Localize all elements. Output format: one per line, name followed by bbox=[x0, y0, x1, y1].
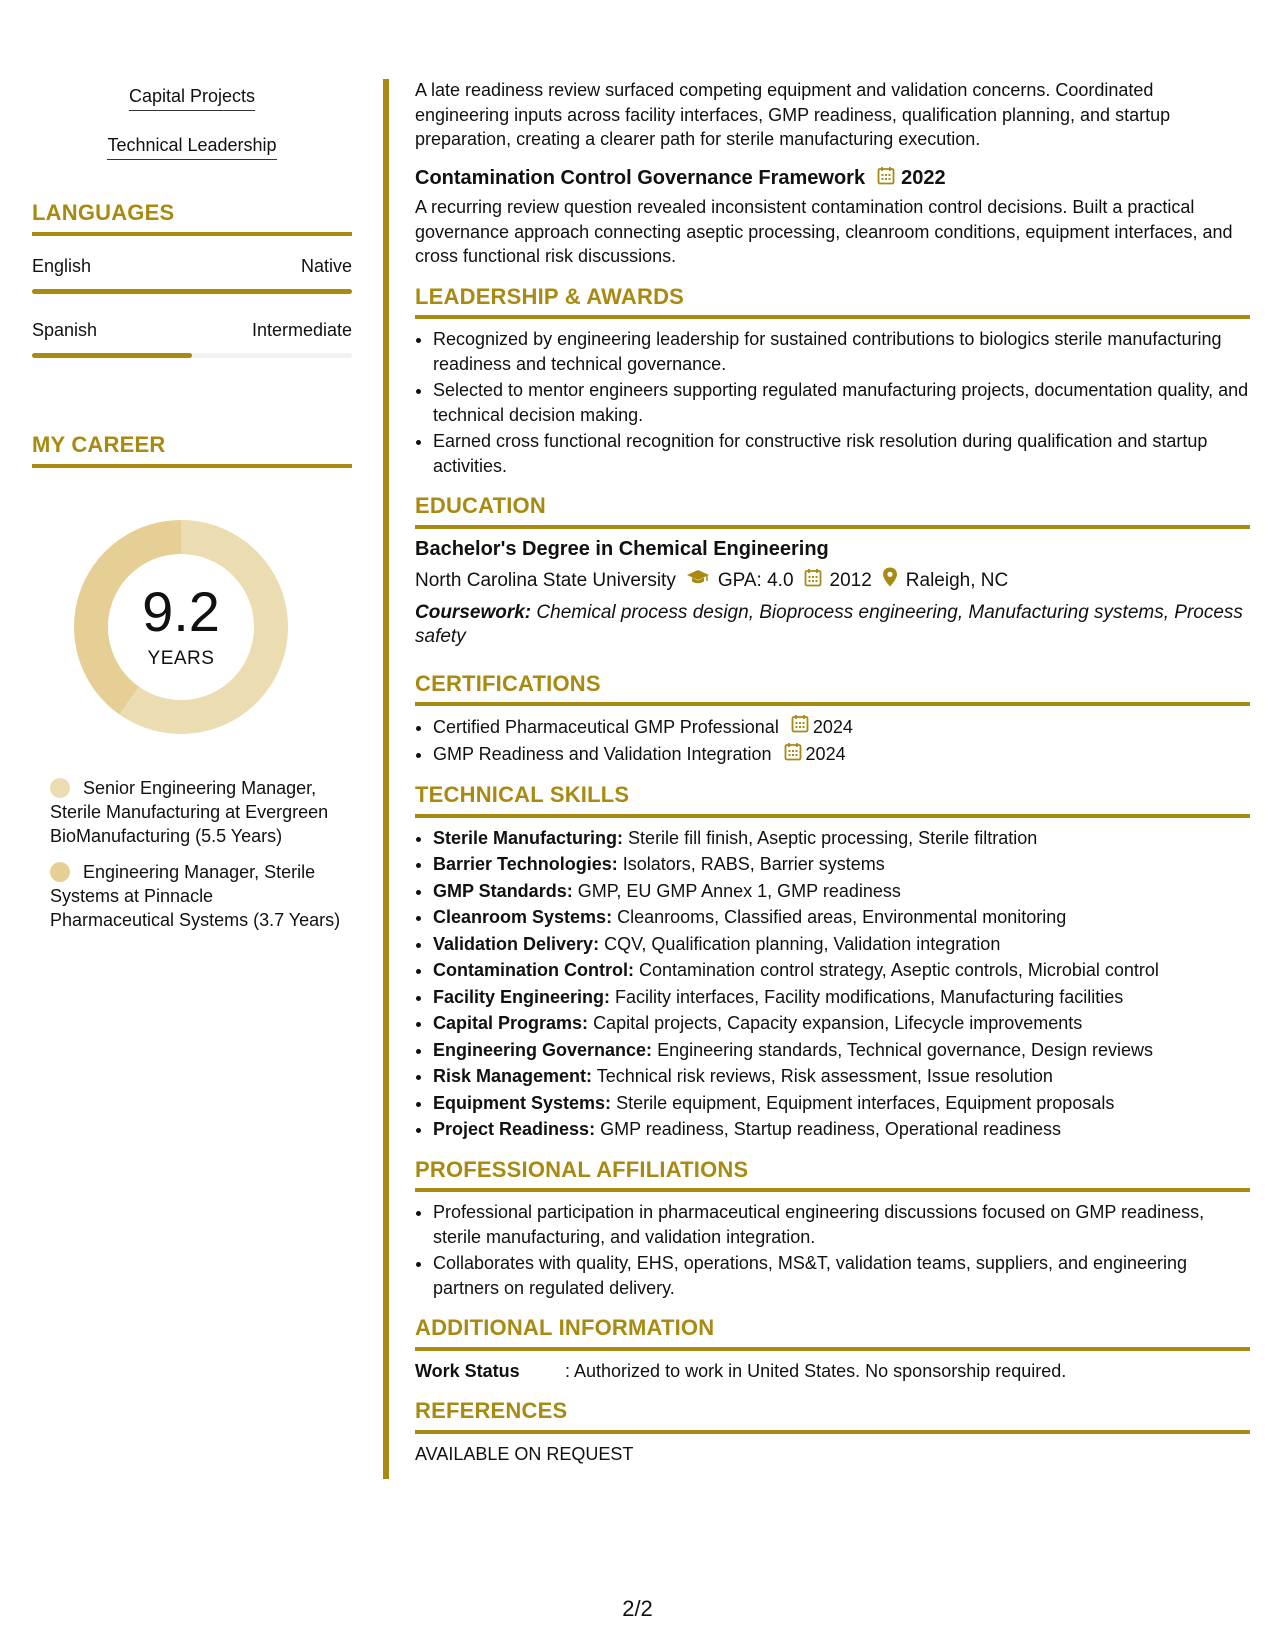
languages-heading: LANGUAGES bbox=[32, 200, 352, 236]
skill-item bbox=[433, 879, 1250, 904]
project-description: A recurring review question revealed inconsistent contamination control decisions. Built a practical governance approach connecting aseptic processing, cleanroom conditions, equipment interfaces, and cross functional risk discussions. bbox=[415, 197, 1233, 266]
career-item bbox=[50, 860, 352, 932]
left-column bbox=[32, 80, 352, 944]
skill-label: Facility Engineering: bbox=[433, 986, 611, 1007]
affiliations-list bbox=[415, 1200, 1250, 1300]
project-title: Contamination Control Governance Framework bbox=[415, 167, 866, 189]
additional-heading: ADDITIONAL INFORMATION bbox=[415, 1316, 1250, 1351]
skill-label: Engineering Governance: bbox=[433, 1039, 653, 1060]
language-level-fill bbox=[32, 353, 192, 358]
education-degree: Bachelor's Degree in Chemical Engineering bbox=[415, 537, 829, 560]
skill-item bbox=[433, 852, 1250, 877]
tag-list bbox=[32, 80, 352, 178]
career-legend-dot bbox=[50, 778, 70, 798]
education-gpa: GPA: 4.0 bbox=[717, 569, 794, 591]
language-level-fill bbox=[32, 289, 352, 294]
project-year: 2022 bbox=[901, 167, 946, 189]
skill-label: Cleanroom Systems: bbox=[433, 907, 613, 927]
education-meta bbox=[415, 567, 1250, 595]
skill-value: GMP readiness, Startup readiness, Operational readiness bbox=[600, 1119, 1061, 1139]
list-item: • Selected to mentor engineers supporting regulated manufacturing projects, documentation quality, and technical decision making. bbox=[433, 378, 1250, 427]
certifications-list bbox=[415, 714, 1250, 767]
skill-item bbox=[433, 985, 1250, 1010]
coursework-label: Coursework: bbox=[415, 601, 532, 623]
skill-item bbox=[433, 1091, 1250, 1116]
career-years-label: YEARS bbox=[147, 648, 215, 669]
skill-item bbox=[433, 905, 1250, 930]
skill-label: Capital Programs: bbox=[433, 1013, 589, 1033]
career-heading: MY CAREER bbox=[32, 432, 352, 468]
skill-item bbox=[433, 826, 1250, 851]
skill-value: Capital projects, Capacity expansion, Lifecycle improvements bbox=[593, 1013, 1083, 1033]
skill-value: GMP, EU GMP Annex 1, GMP readiness bbox=[577, 880, 901, 901]
list-item: • Collaborates with quality, EHS, operations, MS&T, validation teams, suppliers, and engineering partners on regulated delivery. bbox=[433, 1251, 1250, 1300]
skill-value: Contamination control strategy, Aseptic controls, Microbial control bbox=[639, 960, 1159, 980]
project-description: A late readiness review surfaced competing equipment and validation concerns. Coordinated engineering inputs across facility interfaces, GMP readiness, qualification planning, and startup preparation, creating a clearer path for sterile manufacturing execution. bbox=[415, 80, 1171, 149]
skill-label: Contamination Control: bbox=[433, 960, 634, 980]
language-item bbox=[32, 256, 352, 294]
career-list bbox=[32, 776, 352, 932]
education-school: North Carolina State University bbox=[415, 569, 676, 591]
work-status-label: Work Status bbox=[415, 1360, 520, 1381]
page-number: 2/2 bbox=[622, 1596, 653, 1621]
tag-item: Technical Leadership bbox=[107, 135, 276, 160]
language-level-bar bbox=[32, 353, 352, 358]
list-item bbox=[433, 714, 1250, 740]
skill-value: Engineering standards, Technical governance, Design reviews bbox=[657, 1039, 1154, 1060]
education-location: Raleigh, NC bbox=[905, 569, 1009, 591]
skill-label: Sterile Manufacturing: bbox=[433, 827, 624, 848]
calendar-icon bbox=[791, 714, 809, 740]
career-item-text: Engineering Manager, Sterile Systems at Pinnacle Pharmaceutical Systems (3.7 Years) bbox=[50, 862, 341, 930]
career-item-text: Senior Engineering Manager, Sterile Manufacturing at Evergreen BioManufacturing (5.5 Years) bbox=[50, 778, 329, 846]
skill-value: Technical risk reviews, Risk assessment, Issue resolution bbox=[596, 1066, 1053, 1086]
right-column bbox=[415, 78, 1250, 1466]
work-status-row bbox=[415, 1359, 1250, 1384]
certification-name: • Certified Pharmaceutical GMP Professional bbox=[433, 716, 779, 737]
certification-name: • GMP Readiness and Validation Integration bbox=[433, 744, 772, 764]
skill-label: Barrier Technologies: bbox=[433, 854, 618, 874]
skill-item bbox=[433, 1038, 1250, 1063]
career-item bbox=[50, 776, 352, 848]
certification-year: 2024 bbox=[805, 744, 846, 764]
language-level: Native bbox=[300, 256, 352, 276]
skill-value: Facility interfaces, Facility modifications, Manufacturing facilities bbox=[615, 986, 1124, 1007]
language-item bbox=[32, 320, 352, 358]
skill-value: CQV, Qualification planning, Validation integration bbox=[604, 933, 1001, 954]
skill-item bbox=[433, 1064, 1250, 1089]
language-name: English bbox=[32, 256, 92, 276]
references-heading: REFERENCES bbox=[415, 1399, 1250, 1434]
work-status-value: : Authorized to work in United States. No sponsorship required. bbox=[565, 1360, 1067, 1381]
skill-label: Risk Management: bbox=[433, 1066, 593, 1086]
skill-value: Isolators, RABS, Barrier systems bbox=[622, 854, 885, 874]
skill-value: Sterile equipment, Equipment interfaces, Equipment proposals bbox=[616, 1092, 1115, 1113]
skill-item bbox=[433, 958, 1250, 983]
skill-item bbox=[433, 1117, 1250, 1142]
project-title-row bbox=[415, 166, 1250, 192]
language-name: Spanish bbox=[32, 320, 98, 340]
education-coursework bbox=[415, 601, 1250, 650]
skills-heading: TECHNICAL SKILLS bbox=[415, 783, 1250, 818]
tag-item: Capital Projects bbox=[129, 86, 255, 111]
skills-list bbox=[415, 826, 1250, 1142]
skill-value: Sterile fill finish, Aseptic processing, Sterile filtration bbox=[628, 827, 1038, 848]
list-item: • Earned cross functional recognition for constructive risk resolution during qualification and startup activities. bbox=[433, 429, 1250, 478]
certifications-heading: CERTIFICATIONS bbox=[415, 672, 1250, 707]
coursework-text: Chemical process design, Bioprocess engineering, Manufacturing systems, Process safety bbox=[415, 601, 1243, 647]
list-item: • Professional participation in pharmaceutical engineering discussions focused on GMP readiness, sterile manufacturing, and validation integration. bbox=[433, 1200, 1250, 1249]
career-legend-dot bbox=[50, 862, 70, 882]
affiliations-heading: PROFESSIONAL AFFILIATIONS bbox=[415, 1158, 1250, 1193]
language-level: Intermediate bbox=[251, 320, 352, 340]
calendar-icon bbox=[804, 568, 822, 595]
skill-value: Cleanrooms, Classified areas, Environmental monitoring bbox=[617, 907, 1067, 927]
education-year: 2012 bbox=[829, 569, 872, 591]
list-item bbox=[433, 742, 1250, 768]
language-level-bar bbox=[32, 289, 352, 294]
skill-label: Equipment Systems: bbox=[433, 1092, 612, 1113]
list-item: • Recognized by engineering leadership for sustained contributions to biologics sterile manufacturing readiness and technical governance. bbox=[433, 327, 1250, 376]
awards-heading: LEADERSHIP & AWARDS bbox=[415, 285, 1250, 320]
skill-label: Validation Delivery: bbox=[433, 933, 600, 954]
certification-year: 2024 bbox=[812, 716, 853, 737]
map-pin-icon bbox=[882, 567, 898, 595]
column-divider bbox=[383, 79, 389, 1479]
calendar-icon bbox=[784, 742, 802, 768]
skill-label: Project Readiness: bbox=[433, 1119, 596, 1139]
career-total-years: 9.2 bbox=[142, 580, 220, 643]
awards-list bbox=[415, 327, 1250, 478]
skill-item bbox=[433, 932, 1250, 957]
references-text: AVAILABLE ON REQUEST bbox=[415, 1443, 634, 1464]
calendar-icon bbox=[877, 166, 895, 192]
skill-label: GMP Standards: bbox=[433, 880, 573, 901]
graduation-cap-icon bbox=[686, 568, 710, 594]
skill-item bbox=[433, 1011, 1250, 1036]
education-heading: EDUCATION bbox=[415, 494, 1250, 529]
career-donut-chart bbox=[66, 512, 296, 742]
